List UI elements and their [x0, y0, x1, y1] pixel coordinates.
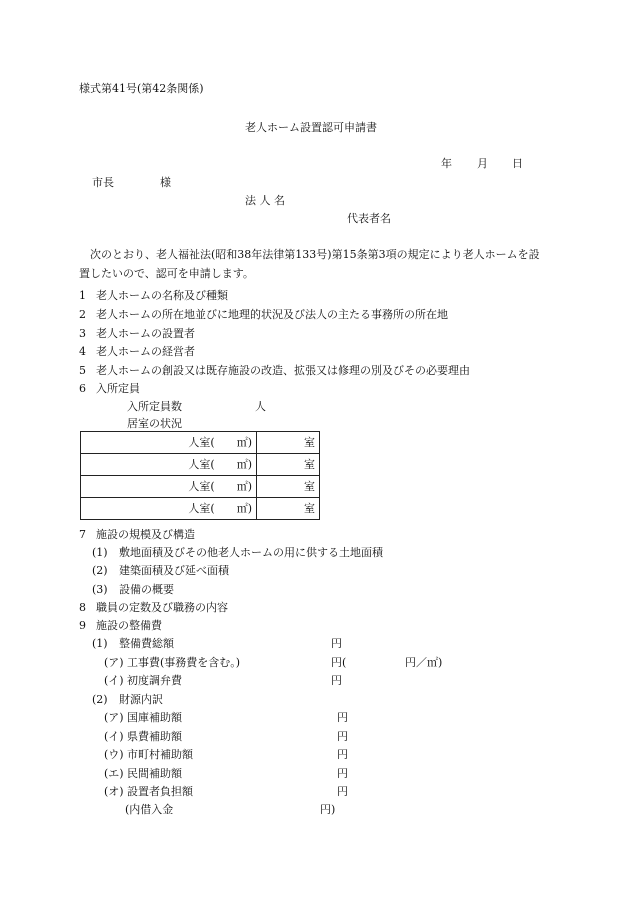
corporation-name-label: 法 人 名: [245, 194, 285, 207]
date-day: 日: [512, 157, 523, 170]
sub-number: (オ): [104, 785, 124, 798]
funding-item-label: 国庫補助額: [127, 711, 182, 724]
form-number: 様式第41号(第42条関係): [79, 82, 204, 95]
funding-item-unit: 円: [337, 785, 348, 798]
document-title: 老人ホーム設置認可申請書: [245, 121, 377, 134]
funding-item-label: 民間補助額: [127, 767, 182, 780]
room-count-cell: 室: [257, 454, 320, 476]
item-text: 職員の定数及び職務の内容: [96, 601, 228, 614]
sub-text: 建築面積及び延べ面積: [119, 564, 229, 577]
date-year: 年: [441, 157, 452, 170]
sub-text: 敷地面積及びその他老人ホームの用に供する土地面積: [119, 546, 383, 559]
sub-number: (2): [92, 693, 108, 706]
sub-number: (1): [92, 546, 108, 559]
funding-item-unit: 円: [337, 730, 348, 743]
room-type-cell: 人室( ㎡): [81, 454, 257, 476]
sub-number: (ア): [104, 656, 124, 669]
cost-unit: 円: [331, 674, 342, 687]
cost-label: 工事費(事務費を含む。): [127, 656, 241, 669]
sub-number: (イ): [104, 730, 124, 743]
capacity-label: 入所定員数: [127, 400, 182, 413]
room-type-cell: 人室( ㎡): [81, 476, 257, 498]
room-count-cell: 室: [257, 432, 320, 454]
cost-per-area: 円／㎡): [405, 656, 443, 669]
item-text: 老人ホームの所在地並びに地理的状況及び法人の主たる事務所の所在地: [96, 308, 448, 321]
item-number: 8: [79, 601, 86, 614]
cost-label: 初度調弁費: [127, 674, 182, 687]
sub-number: (エ): [104, 767, 124, 780]
item-text: 入所定員: [96, 382, 140, 395]
intro-paragraph: 次のとおり、老人福祉法(昭和38年法律第133号)第15条第3項の規定により老人ホームを設置したいので、認可を申請します。: [79, 248, 540, 280]
item-text: 老人ホームの経営者: [96, 345, 195, 358]
room-type-cell: 人室( ㎡): [81, 432, 257, 454]
item-text: 施設の規模及び構造: [96, 528, 195, 541]
funding-item-label: 市町村補助額: [127, 748, 193, 761]
item-number: 6: [79, 382, 86, 395]
item-text: 老人ホームの設置者: [96, 327, 195, 340]
funding-item-label: 設置者負担額: [127, 785, 193, 798]
sub-number: (ウ): [104, 748, 124, 761]
table-row: [81, 498, 320, 520]
funding-item-label: 県費補助額: [127, 730, 182, 743]
item-number: 3: [79, 327, 86, 340]
table-row: [81, 454, 320, 476]
item-text: 老人ホームの名称及び種類: [96, 289, 228, 302]
item-number: 4: [79, 345, 86, 358]
room-count-cell: 室: [257, 476, 320, 498]
rooms-table: [80, 431, 320, 520]
cost-unit: 円: [331, 637, 342, 650]
rooms-label: 居室の状況: [127, 417, 182, 430]
cost-label: 整備費総額: [119, 637, 174, 650]
addressee-honorific: 様: [160, 176, 171, 189]
sub-number: (2): [92, 564, 108, 577]
loan-label: (内借入金: [125, 803, 174, 816]
item-number: 9: [79, 619, 86, 632]
sub-number: (ア): [104, 711, 124, 724]
cost-unit: 円(: [331, 656, 347, 669]
loan-unit: 円): [320, 803, 336, 816]
room-type-cell: 人室( ㎡): [81, 498, 257, 520]
funding-item-unit: 円: [337, 767, 348, 780]
funding-item-unit: 円: [337, 748, 348, 761]
item-number: 5: [79, 364, 86, 377]
addressee-mayor: 市長: [92, 176, 114, 189]
sub-text: 設備の概要: [119, 583, 174, 596]
capacity-unit: 人: [255, 400, 266, 413]
item-number: 2: [79, 308, 86, 321]
funding-label: 財源内訳: [119, 693, 163, 706]
item-text: 老人ホームの創設又は既存施設の改造、拡張又は修理の別及びその必要理由: [96, 364, 470, 377]
room-count-cell: 室: [257, 498, 320, 520]
item-number: 1: [79, 289, 86, 302]
sub-number: (3): [92, 583, 108, 596]
table-row: [81, 476, 320, 498]
item-number: 7: [79, 528, 86, 541]
funding-item-unit: 円: [337, 711, 348, 724]
representative-label: 代表者名: [347, 212, 391, 225]
item-text: 施設の整備費: [96, 619, 162, 632]
table-row: [81, 432, 320, 454]
sub-number: (イ): [104, 674, 124, 687]
date-month: 月: [477, 157, 488, 170]
sub-number: (1): [92, 637, 108, 650]
